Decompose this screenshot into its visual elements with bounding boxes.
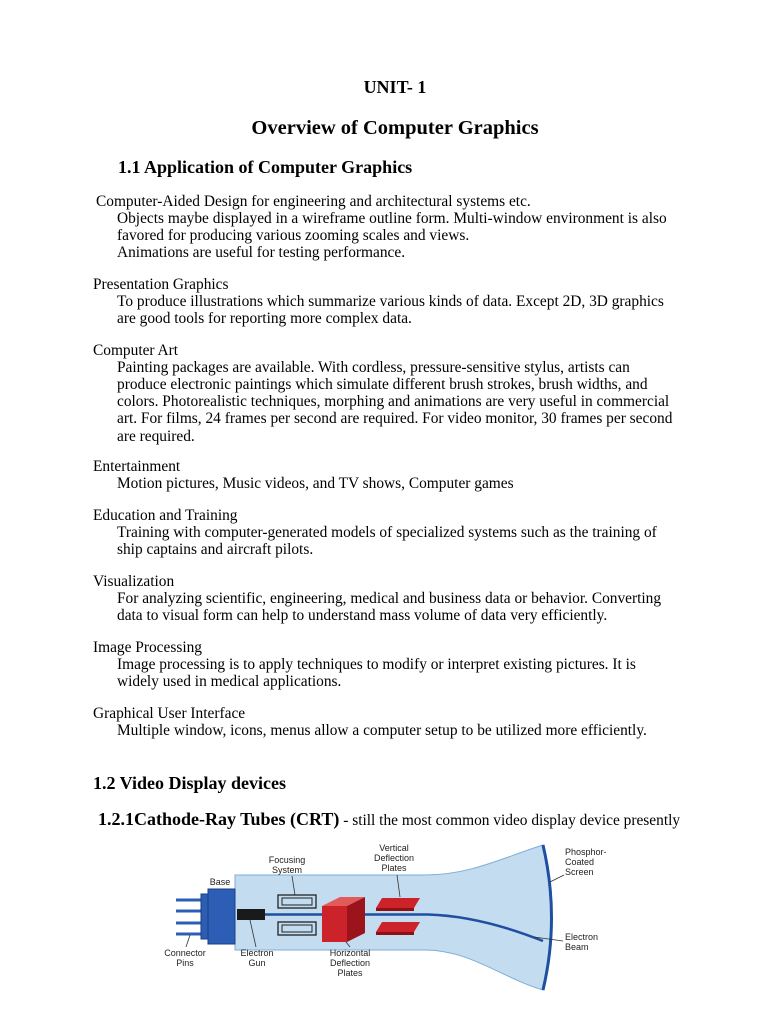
application-description-line: Training with computer-generated models of specialized systems such as the training of <box>117 523 657 541</box>
application-term: Visualization <box>93 572 175 590</box>
connector-pins <box>176 900 202 934</box>
application-item-cad <box>93 193 667 262</box>
application-term: Image Processing <box>93 638 202 656</box>
label-line: Connector <box>164 948 206 958</box>
leader-pins <box>186 935 190 947</box>
label-line: Electron <box>565 932 599 942</box>
application-item-gui <box>93 705 647 739</box>
label-line: Deflection <box>373 853 415 863</box>
focusing-system-label <box>269 855 306 875</box>
application-item-image-processing <box>93 639 636 691</box>
label-line: Screen <box>565 867 594 877</box>
label-line: Phosphor- <box>565 847 607 857</box>
application-description-line: favored for producing various zooming scales and views. <box>117 226 470 244</box>
vertical-deflection-plates-label <box>374 843 414 873</box>
page-title: Overview of Computer Graphics <box>251 117 539 139</box>
label-line: Plates <box>381 863 407 873</box>
application-item-entertainment <box>93 458 514 492</box>
connector-pins-label <box>164 948 206 968</box>
application-description-line: colors. Photorealistic techniques, morphing and animations are very useful in commercial <box>117 393 670 411</box>
application-description-line: widely used in medical applications. <box>117 672 342 690</box>
application-description-line: Multiple window, icons, menus allow a computer setup to be utilized more efficiently. <box>117 721 647 739</box>
application-item-computer-art <box>93 342 672 445</box>
leader-screen <box>550 875 564 882</box>
section-heading-1-1: 1.1 Application of Computer Graphics <box>118 157 413 177</box>
vertical-plate-bottom-edge <box>376 932 414 935</box>
application-description-line: are good tools for reporting more complex data. <box>117 309 412 327</box>
application-description-line: Painting packages are available. With cordless, pressure-sensitive stylus, artists can <box>117 358 630 376</box>
label-line: Deflection <box>329 958 371 968</box>
label-line: Plates <box>337 968 363 978</box>
base-flange <box>201 894 208 939</box>
application-description-line: Motion pictures, Music videos, and TV shows, Computer games <box>117 474 514 492</box>
electron-gun-label <box>240 948 273 968</box>
application-term: Presentation Graphics <box>93 275 229 293</box>
label-line: Coated <box>565 857 595 867</box>
tube-base <box>208 889 235 944</box>
application-description-line: produce electronic paintings which simulate different brush strokes, brush widths, and <box>117 375 648 393</box>
crt-diagram <box>150 838 640 996</box>
application-description-line: art. For films, 24 frames per second are required. For video monitor, 30 frames per second <box>117 410 673 428</box>
application-description-line: For analyzing scientific, engineering, medical and business data or behavior. Converting <box>117 589 662 607</box>
horizontal-deflection-plates <box>322 897 365 942</box>
application-item-education-training <box>93 507 657 559</box>
plate-front-face <box>322 906 347 942</box>
application-term: Graphical User Interface <box>93 704 246 722</box>
label-line: Electron <box>240 948 274 958</box>
label-line: Pins <box>176 958 194 968</box>
application-term: Computer-Aided Design for engineering and architectural systems etc. <box>96 192 531 210</box>
application-item-presentation-graphics <box>93 276 664 328</box>
section-heading-1-2-1 <box>98 809 680 831</box>
label-line: Vertical <box>379 843 409 853</box>
label-line: Focusing <box>268 855 306 865</box>
application-term: Education and Training <box>93 506 238 524</box>
base-label: Base <box>209 877 231 887</box>
vertical-plate-top <box>376 898 420 908</box>
application-description-line: To produce illustrations which summarize various kinds of data. Except 2D, 3D graphics <box>117 292 664 310</box>
application-term: Computer Art <box>93 341 179 359</box>
label-line: Horizontal <box>329 948 371 958</box>
crt-heading-note: - still the most common video display device presently <box>339 812 681 829</box>
application-description-line: Animations are useful for testing performance. <box>117 244 406 262</box>
vertical-plate-top-edge <box>376 908 414 911</box>
horizontal-deflection-plates-label <box>330 948 371 978</box>
application-item-visualization <box>93 573 661 625</box>
electron-gun <box>237 909 265 920</box>
application-description-line: are required. <box>117 427 195 445</box>
crt-heading: 1.2.1Cathode-Ray Tubes (CRT) <box>98 809 340 829</box>
phosphor-screen-label <box>565 847 607 877</box>
application-description-line: Image processing is to apply techniques to modify or interpret existing pictures. It is <box>117 655 636 673</box>
electron-beam-label <box>565 932 598 952</box>
application-description-line: ship captains and aircraft pilots. <box>117 540 314 558</box>
label-line: System <box>271 865 303 875</box>
application-term: Entertainment <box>93 457 181 475</box>
application-description-line: data to visual form can help to understand mass volume of data very efficiently. <box>117 606 608 624</box>
section-heading-1-2: 1.2 Video Display devices <box>93 773 287 793</box>
label-line: Gun <box>248 958 266 968</box>
vertical-plate-bottom <box>376 922 420 932</box>
application-description-line: Objects maybe displayed in a wireframe outline form. Multi-window environment is also <box>117 209 667 227</box>
unit-label: UNIT- 1 <box>363 77 427 97</box>
label-line: Beam <box>565 942 589 952</box>
